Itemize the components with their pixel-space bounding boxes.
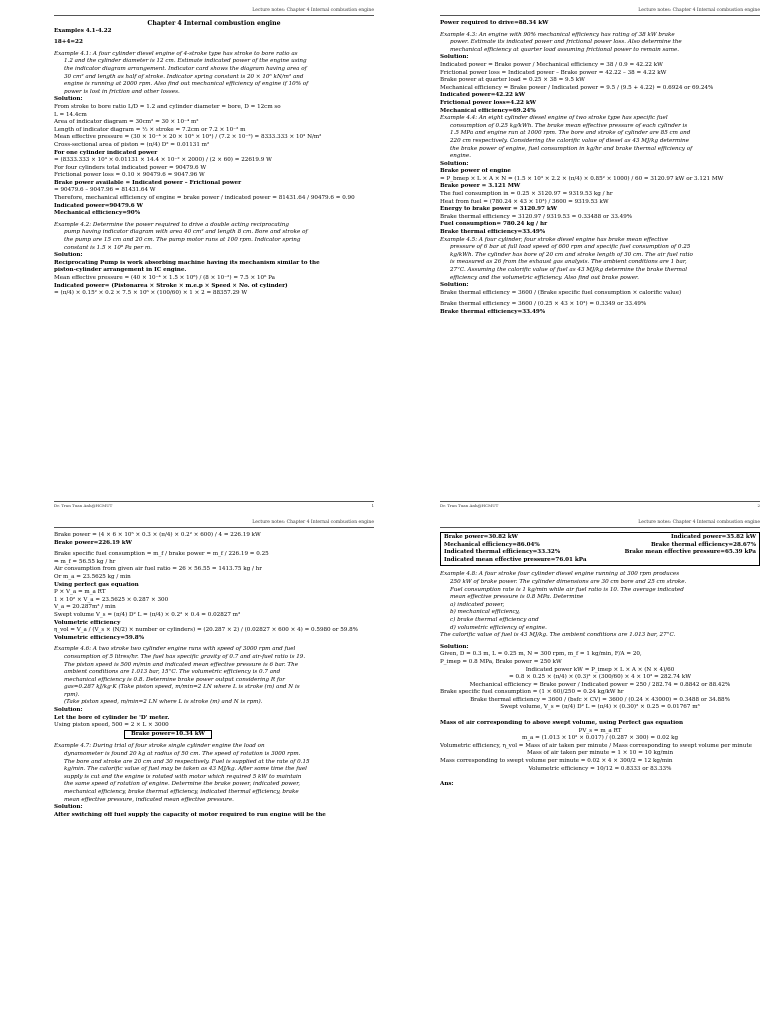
text-line: Solution:	[54, 707, 83, 714]
page-content	[54, 532, 374, 1011]
text-line: Solution:	[440, 282, 469, 289]
text-line: Using piston speed, 500 = 2 × L × 3000	[54, 722, 169, 729]
text-line: Example 4.3: An engine with 90% mechanical efficiency has rating of 38 kW brake	[440, 31, 675, 38]
page-header: Lecture notes: Chapter 4 Internal combustion engine	[638, 8, 760, 13]
header-rule	[54, 15, 374, 16]
text-line: Volumetric efficiency=59.8%	[54, 634, 144, 641]
text-line: Swept volume V_s = (π/4) D² L = (π/4) × 0.2² × 0.4 = 0.02827 m³	[54, 611, 241, 618]
text-line: supply is cut and the engine is rotated with motor which required 5 kW to maintain	[64, 773, 302, 780]
text-line: Mechanical efficiency=90%	[54, 210, 141, 217]
text-line: The fuel consumption in = 0.25 × 3120.97 = 9319.53 kg / hr	[440, 191, 613, 198]
text-line: Area of indicator diagram = 30cm² = 30 × 10⁻⁴ m²	[54, 119, 199, 126]
text-line: Volumetric efficiency = 10/12 = 0.8333 or 83.33%	[528, 765, 672, 772]
text-line: Energy to brake power = 3120.97 kW	[440, 206, 558, 213]
text-line: Indicated power = Brake power / Mechanical efficiency = 38 / 0.9 = 42.22 kW	[440, 61, 663, 68]
text-line: P̄_imep = 0.8 MPa, Brake power = 250 kW	[440, 658, 562, 665]
page-content	[440, 532, 760, 1011]
text-line: Example 4.8: A four stroke four cylinder diesel engine running at 300 rpm produces	[440, 571, 680, 578]
text-line: 30 cm² and length as half of stroke. Indicator spring constant is 20 × 10⁶ kN/m² and	[64, 73, 304, 80]
text-line: is measured as 26 from the exhaust gas analysis. The ambient conditions are 1 bar,	[450, 259, 687, 266]
text-line: Air consumption from given air fuel ratio = 26 × 56.55 = 1413.75 kg / hr	[54, 566, 262, 573]
page-number: 1	[371, 503, 374, 508]
text-line: L = 14.4cm	[54, 111, 87, 118]
text-line: The calorific value of fuel is 43 MJ/kg. The ambient conditions are 1.013 bar, 27°C.	[440, 632, 676, 639]
text-line: Ans:	[440, 781, 454, 788]
text-line: Brake thermal efficiency = 3600 / (bsfc × CV) = 3600 / (0.24 × 43000) = 0.3488 or 34.88%	[470, 696, 730, 703]
text-line: Therefore, mechanical efficiency of engine = brake power / indicated power = 81431.64 / 90479.6 = 0.90	[54, 195, 355, 202]
text-line: Frictional power loss = 0.10 × 90479.6 = 9047.96 W	[54, 172, 205, 179]
text-line: power is lost in friction and other losses.	[64, 88, 180, 95]
text-line: Mean effective pressure = (30 × 10⁻⁴ × 20 × 10³ × 10³) / (7.2 × 10⁻²) = 8333.333 × 10³ N/m²	[54, 134, 322, 141]
text-line: Examples 4.1-4.22	[54, 27, 112, 34]
text-line: Brake power = 3.121 MW	[440, 183, 521, 190]
text-line: Mass of air corresponding to above swept volume, using Perfect gas equation	[440, 720, 684, 727]
text-line: 1 × 10² × V_a = 23.5625 × 0.287 × 300	[54, 596, 169, 603]
text-line: Brake specific fuel consumption = (1 × 60)/250 = 0.24 kg/kW hr	[440, 689, 624, 696]
results-summary-box	[440, 532, 760, 566]
header-rule	[440, 15, 760, 16]
summary-cell: Mechanical efficiency=86.04%	[444, 541, 540, 548]
text-line: = (8333.333 × 10³ × 0.01131 × 14.4 × 10⁻² × 2000) / (2 × 60) = 22619.9 W	[54, 157, 272, 164]
text-line: Using perfect gas equation	[54, 581, 139, 588]
text-line: the indicator diagram arrangement. Indicator card shows the diagram having area of	[64, 65, 307, 72]
text-line: = 90479.6 – 9047.96 = 81431.64 W	[54, 187, 156, 194]
text-line: Brake power of engine	[440, 168, 511, 175]
page-number: 2	[757, 503, 760, 508]
text-line: Brake power=226.19 kW	[54, 539, 132, 546]
text-line: Mechanical efficiency=69.24%	[440, 107, 536, 114]
text-line: rpm).	[64, 691, 80, 698]
page-footer	[54, 501, 374, 509]
text-line: Indicated power=90479.6 W	[54, 202, 143, 209]
text-line: Indicated power= (Pistonarea × Stroke × m.e.p × Speed × No. of cylinder)	[54, 282, 288, 289]
text-line: Mass of air taken per minute = 1 × 10 = 10 kg/min	[526, 750, 674, 757]
page-3	[4, 518, 380, 1023]
text-line: = 0.8 × 0.25 × (π/4) × (0.3)² × (300/60) × 4 × 10³ = 282.74 kW	[509, 674, 691, 681]
text-line: the same speed of rotation of engine. Determine the brake power, indicated power,	[64, 781, 301, 788]
text-line: Frictional power loss=4.22 kW	[440, 99, 537, 106]
text-line: 1.5 MPa and engine run at 1000 rpm. The bore and stroke of cylinder are 85 cm and	[450, 130, 691, 137]
text-line: 1.2 and the cylinder diameter is 12 cm. Estimate indicated power of the engine using	[64, 58, 307, 65]
text-line: Cross-sectional area of piston = (π/4) D² = 0.01131 m²	[54, 141, 210, 148]
text-line: Mechanical efficiency = Brake power / Indicated power = 9.5 / (9.5 + 4.22) = 0.6924 or 69.24%	[440, 84, 714, 91]
text-line: (Take piston speed, m/min=2 LN where L is stroke (m) and N is rpm).	[64, 699, 263, 706]
text-line: = (π/4) × 0.15² × 0.2 × 7.5 × 10⁶ × (100/60) × 1 × 2 = 88357.29 W	[54, 290, 248, 297]
text-line: 250 kW of brake power. The cylinder dimensions are 30 cm bore and 25 cm stroke.	[450, 578, 687, 585]
answer-box: Brake power=10.34 kW	[124, 730, 212, 740]
text-line: Brake thermal efficiency=33.49%	[440, 308, 546, 315]
text-line: Solution:	[440, 643, 469, 650]
text-line: For one cylinder indicated power	[54, 149, 158, 156]
text-line: constant is 1.5 × 10⁸ Pa per m.	[64, 244, 152, 251]
page-2	[390, 6, 766, 511]
header-rule	[440, 527, 760, 528]
text-line: power. Estimate its indicated power and frictional power loss. Also determine the	[450, 39, 682, 46]
text-line: The piston speed is 500 m/min and indicated mean effective pressure is 6 bar. The	[64, 661, 299, 668]
text-line: b) mechanical efficiency,	[450, 609, 520, 616]
chapter-title: Chapter 4 Internal combustion engine	[147, 20, 281, 27]
text-line: the brake power of engine, fuel consumption in kg/hr and brake thermal efficiency of	[450, 145, 693, 152]
text-line	[54, 730, 374, 740]
text-line: Given, D = 0.3 m, L = 0.25 m, N = 300 rpm, m_f = 1 kg/min, F/A = 20,	[440, 651, 642, 658]
text-line: m_a = (1.013 × 10² × 0.017) / (0.287 × 300) = 0.02 kg	[521, 735, 679, 742]
text-line: V_a = 20.287m³ / min	[54, 604, 116, 611]
text-line: pressure of 6 bar at full load speed of 600 rpm and specific fuel consumption of 0.25	[450, 244, 691, 251]
text-line: d) volumetric efficiency of engine.	[450, 624, 547, 631]
page-header: Lecture notes: Chapter 4 Internal combustion engine	[638, 520, 760, 525]
text-line: mechanical efficiency, brake thermal efficiency, indicated thermal efficiency, brake	[64, 789, 299, 795]
page-header: Lecture notes: Chapter 4 Internal combustion engine	[252, 520, 374, 525]
text-line: Indicated power kW = P_imep × L × A × (N × 4)/60	[525, 666, 675, 673]
text-line: From stroke to bore ratio L/D = 1.2 and cylinder diameter = bore, D = 12cm so	[54, 103, 281, 110]
text-line: engine.	[450, 153, 471, 160]
summary-cell: Brake mean effective pressure=65.39 kPa	[624, 549, 756, 556]
summary-row	[444, 549, 756, 557]
text-line: Solution:	[54, 252, 83, 259]
text-line: Indicated power=42.22 kW	[440, 92, 526, 99]
text-line: gas=0.287 kJ/kg·K (Take piston speed, m/min=2 LN where L is stroke (m) and N is	[64, 684, 300, 691]
text-line: Solution:	[440, 160, 469, 167]
page-1	[4, 6, 380, 511]
text-line: Frictional power loss = Indicated power – Brake power = 42.22 – 38 = 4.22 kW	[440, 69, 667, 76]
text-line: mechanical efficiency is 0.8. Determine brake power output considering R for	[64, 676, 285, 683]
text-line: PV_s = m_a RT	[578, 727, 622, 734]
footer-author: Dr. Tran Tuan Anh@HCMUT	[440, 503, 499, 508]
page-footer	[440, 501, 760, 509]
text-line: consumption of 5 litres/hr. The fuel has specific gravity of 0.7 and air-fuel ratio is 19.	[64, 653, 306, 660]
text-line: For four cylinders total indicated power = 90479.6 W	[54, 164, 207, 171]
text-line: Solution:	[54, 96, 83, 103]
text-line: Solution:	[440, 54, 469, 61]
text-line: Brake thermal efficiency = 3600 / (Brake specific fuel consumption × calorific value)	[440, 289, 682, 296]
text-line: = P_bmep × L × A × N = (1.5 × 10³ × 2.2 × (π/4) × 0.85² × 1000) / 60 = 3120.97 kW or 3.121 MW	[440, 175, 724, 182]
page-content	[54, 20, 374, 499]
text-line: 27°C. Assuming the calorific value of fuel as 43 MJ/kg determine the brake thermal	[450, 267, 688, 273]
text-line: Swept volume, V_s = (π/4) D² L = (π/4) × (0.30)² × 0.25 = 0.01767 m³	[500, 704, 700, 711]
page-header: Lecture notes: Chapter 4 Internal combustion engine	[252, 8, 374, 13]
text-line: Example 4.2: Determine the power required to drive a double acting reciprocating	[54, 221, 289, 228]
text-line: Brake thermal efficiency = 3120.97 / 9319.53 = 0.33488 or 33.49%	[440, 213, 633, 220]
text-line: Heat from fuel = (780.24 × 43 × 10³) / 3600 = 9319.53 kW	[440, 198, 609, 205]
text-line: ambient conditions are 1.013 bar, 15°C. The volumetric efficiency is 0.7 and	[64, 669, 281, 676]
text-line: Brake thermal efficiency = 3600 / (0.25 × 43 × 10³) = 0.3349 or 33.49%	[440, 301, 647, 308]
text-line: engine is running at 2000 rpm. Also find out mechanical efficiency of engine if 10% of	[64, 81, 309, 88]
text-line: Brake power available = Indicated power – Frictional power	[54, 179, 242, 186]
text-line: consumption of 0.25 kg/kWh. The brake mean effective pressure of each cylinder is	[450, 122, 688, 129]
text-line: Length of indicator diagram = ½ × stroke = 7.2cm or 7.2 × 10⁻² m	[54, 126, 246, 133]
text-line: a) indicated power,	[450, 601, 505, 608]
text-line: Mean effective pressure = (40 × 10⁻⁴ × 1.5 × 10⁸) / (8 × 10⁻²) = 7.5 × 10⁶ Pa	[54, 275, 275, 281]
summary-row	[444, 557, 756, 565]
summary-cell: Brake power=30.82 kW	[444, 534, 518, 540]
text-line: piston-cylinder arrangement in IC engine.	[54, 267, 187, 274]
text-line: Solution:	[54, 804, 83, 811]
text-line: the pump are 15 cm and 20 cm. The pump motor runs at 100 rpm. Indicator spring	[64, 237, 301, 244]
text-line: kg/kWh. The cylinder has bore of 20 cm and stroke length of 30 cm. The air fuel ratio	[450, 251, 693, 258]
text-line: P × V_a = m_a RT	[54, 589, 106, 596]
text-line: Brake power at quarter load = 0.25 × 38 = 9.5 kW	[440, 77, 585, 84]
text-line: Mass corresponding to swept volume per minute = 0.02 × 4 × 300/2 = 12 kg/min	[440, 758, 673, 765]
text-line: Example 4.1: A four cylinder diesel engine of 4-stroke type has stroke to bore ratio as	[54, 50, 298, 57]
header-rule	[54, 527, 374, 528]
text-line: Brake power = (4 × 6 × 10⁵ × 0.3 × (π/4) × 0.2² × 600) / 4 = 226.19 kW	[54, 532, 261, 538]
text-line: η_vol = V_a / (V_s × (N/2) × number or cylinders) = (20.287 × 2) / (0.02827 × 600 × 4) = 0.5980 or 59.8%	[54, 627, 358, 634]
text-line: 18+4=22	[54, 39, 83, 46]
text-line: mean effective pressure, indicated mean effective pressure.	[64, 796, 234, 803]
summary-cell: Indicated thermal efficiency=33.32%	[444, 549, 561, 556]
text-line: The bore and stroke are 20 cm and 30 respectively. Fuel is supplied at the rate of 0.15	[64, 758, 310, 765]
text-line: Brake specific fuel consumption = m_f / brake power = m_f / 226.19 = 0.25	[54, 551, 269, 558]
text-line: Let the bore of cylinder be 'D' meter.	[54, 714, 170, 721]
text-line: Power required to drive=88.34 kW	[440, 20, 549, 26]
text-line: Reciprocating Pump is work absorbing machine having its mechanism similar to the	[54, 259, 320, 266]
text-line: After switching off fuel supply the capacity of motor required to run engine will be the	[54, 811, 326, 818]
text-line: mechanical efficiency at quarter load assuming frictional power to remain same.	[450, 46, 680, 53]
text-line: pump having indicator diagram with area 40 cm² and length 8 cm. Bore and stroke of	[64, 229, 308, 236]
text-line: mean effective pressure is 0.8 MPa. Determine	[450, 594, 584, 601]
page-content	[440, 20, 760, 499]
summary-row	[444, 542, 756, 550]
text-line: Example 4.6: A two stroke two cylinder engine runs with speed of 3000 rpm and fuel	[54, 646, 296, 653]
text-line: 220 cm respectively. Considering the calorific value of diesel as 43 MJ/kg determine	[450, 137, 689, 144]
footer-author: Dr. Tran Tuan Anh@HCMUT	[54, 503, 113, 508]
text-line: c) brake thermal efficiency and	[450, 616, 539, 623]
summary-cell: Indicated mean effective pressure=76.01 kPa	[444, 556, 587, 563]
text-line: kg/min. The calorific value of fuel may be taken as 43 MJ/kg. After some time the fuel	[64, 766, 307, 773]
page-4	[390, 518, 766, 1023]
text-line: ⇒ m_f = 56.55 kg / hr	[54, 558, 116, 565]
text-line: Volumetric efficiency	[54, 619, 121, 626]
summary-cell: Indicated power=35.82 kW	[670, 534, 756, 540]
text-line: Volumetric efficiency, η_vol = Mass of air taken per minute / Mass corresponding to swept volume per minute	[440, 742, 752, 749]
summary-cell: Brake thermal efficiency=28.67%	[650, 541, 756, 548]
text-line: Example 4.5: A four cylinder, four stroke diesel engine has brake mean effective	[440, 236, 668, 243]
text-line: efficiency and the volumetric efficiency. Also find out brake power.	[450, 274, 639, 281]
text-line: Fuel consumption rate is 1 kg/min while air fuel ratio is 10. The average indicated	[450, 586, 684, 593]
text-line: Fuel consumption= 780.24 kg / hr	[440, 221, 548, 228]
text-line: Example 4.7: During trial of four stroke single cylinder engine the load on	[54, 743, 265, 750]
summary-row	[444, 534, 756, 542]
text-line: Example 4.4: An eight cylinder diesel engine of two stroke type has specific fuel	[440, 115, 668, 122]
text-line: Or m_a = 23.5625 kg / min	[54, 573, 131, 580]
text-line: dynamometer is found 20 kg at radius of 50 cm. The speed of rotation is 3000 rpm.	[64, 751, 301, 758]
text-line: Mechanical efficiency = Brake power / Indicated power = 250 / 282.74 = 0.8842 or 88.42%	[469, 681, 731, 688]
text-line: Brake thermal efficiency=33.49%	[440, 229, 546, 236]
